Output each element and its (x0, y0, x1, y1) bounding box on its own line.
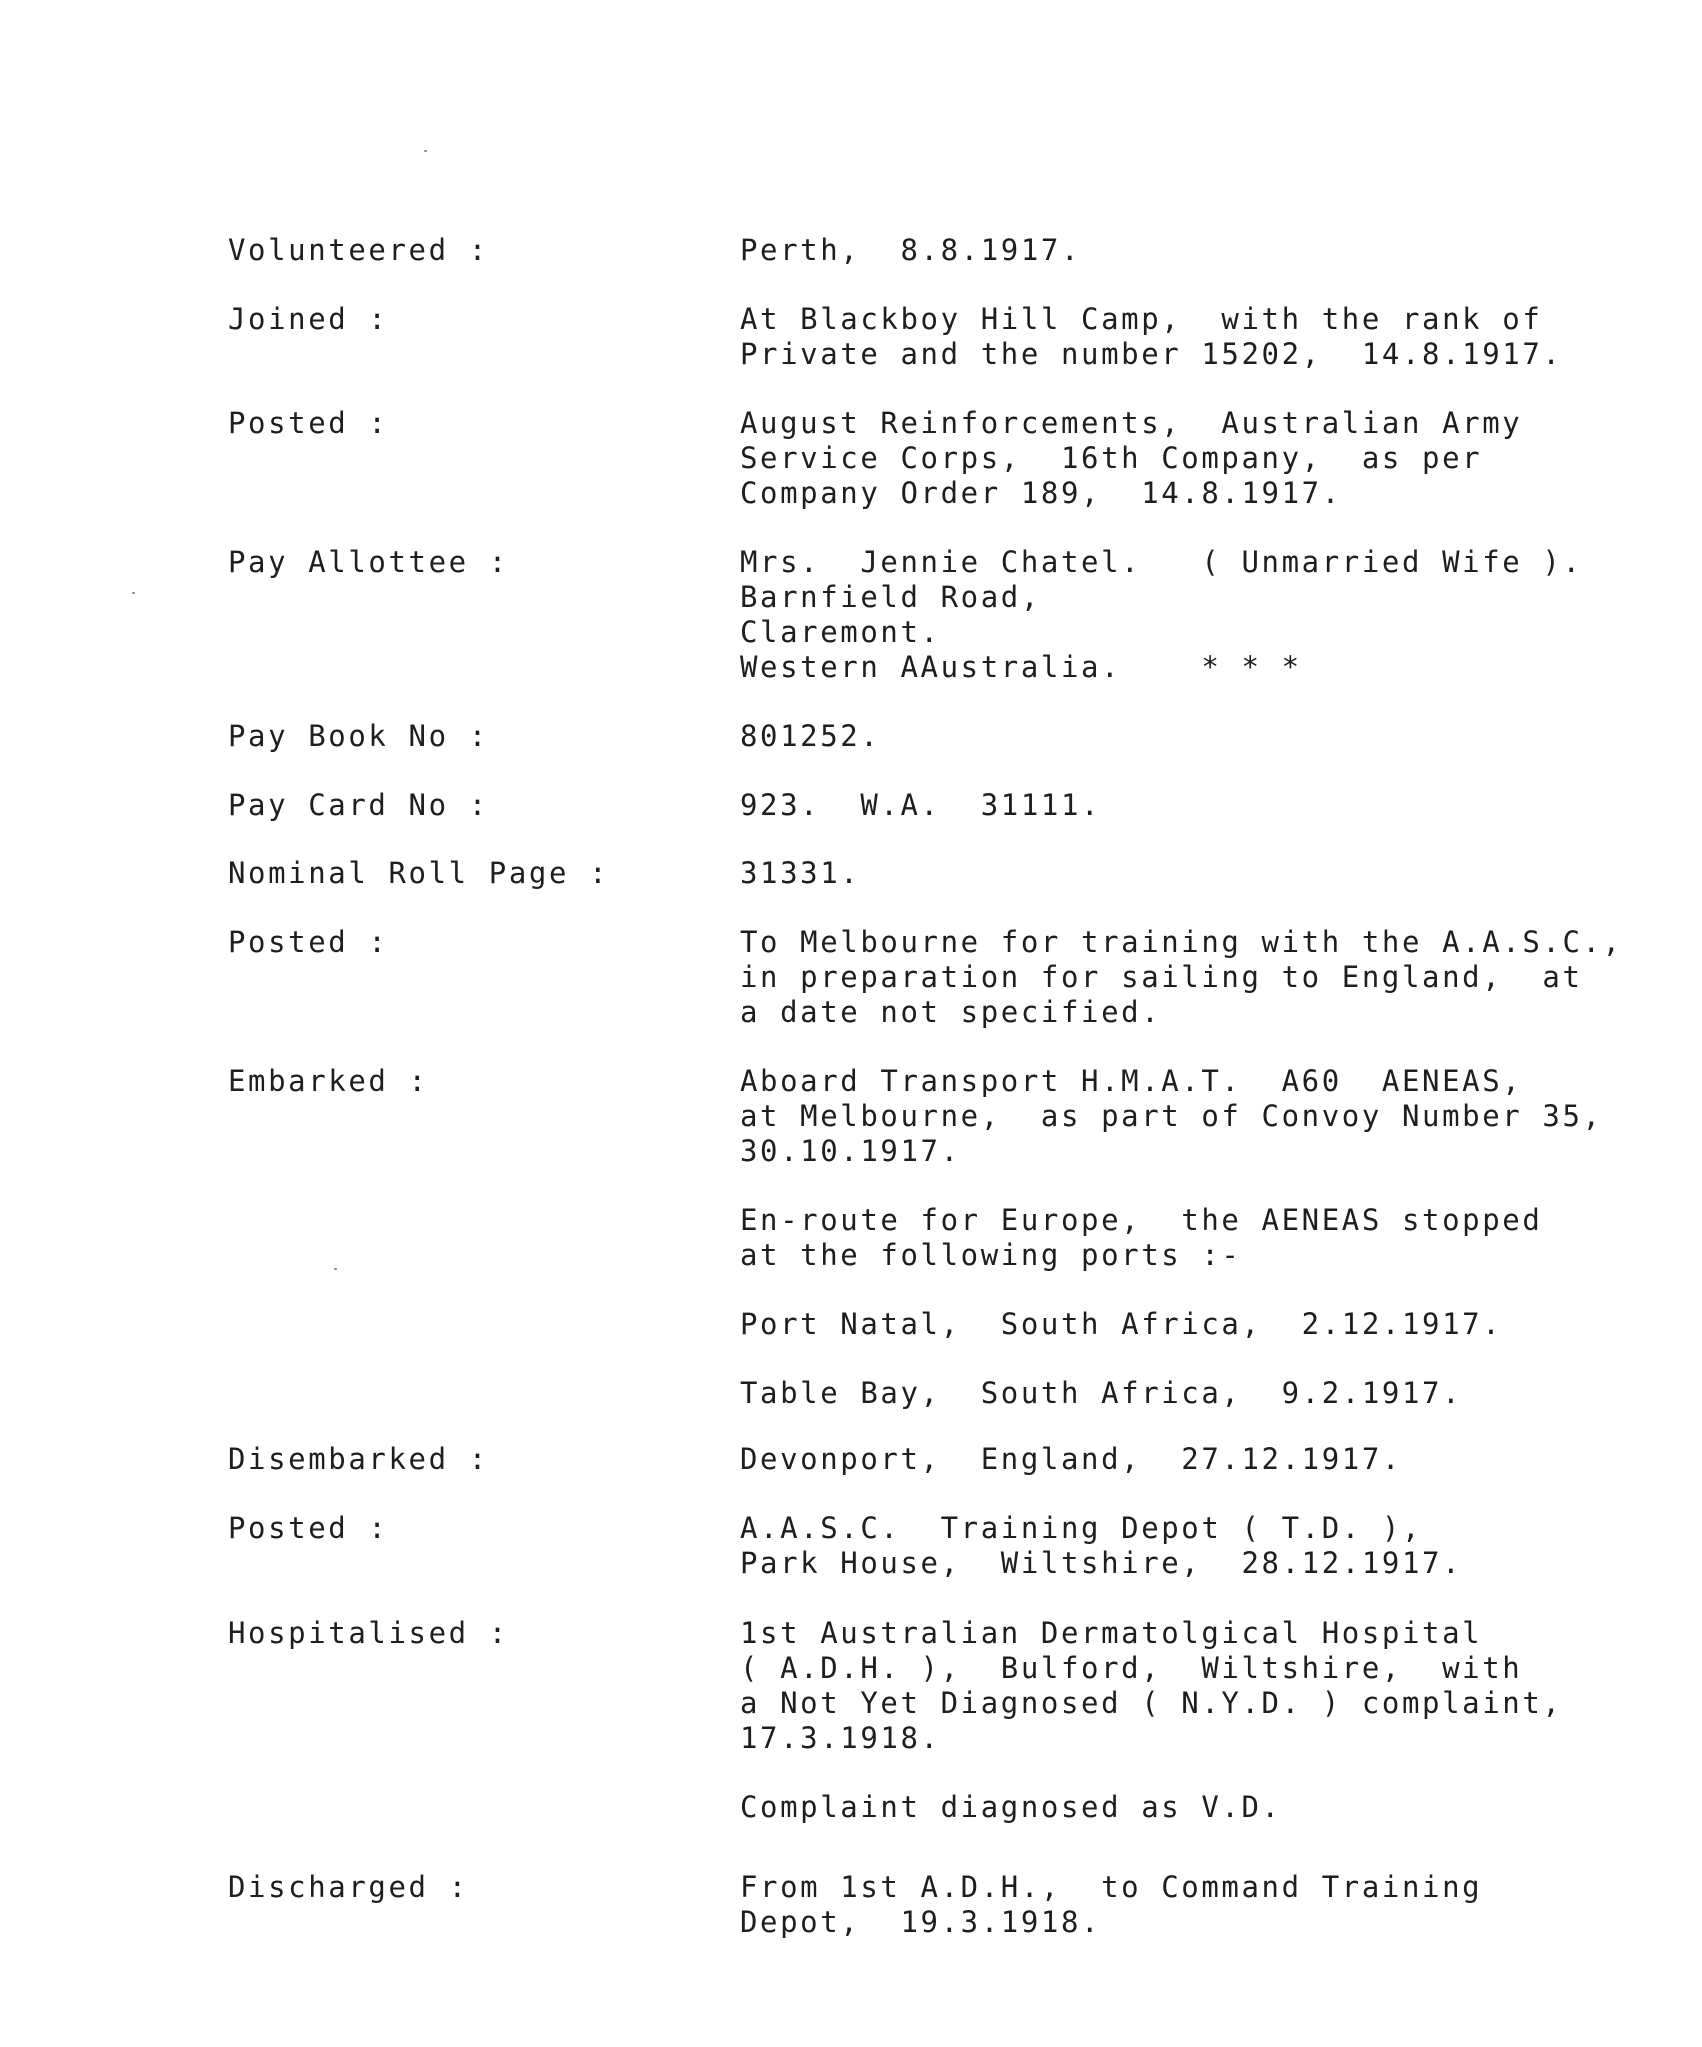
entry-text-line: a Not Yet Diagnosed ( N.Y.D. ) complaint, (740, 1686, 1563, 1720)
entry-paragraph (740, 233, 1670, 268)
entry-text-line: 30.10.1917. (740, 1134, 961, 1168)
entry-text-line: at Melbourne, as part of Convoy Number 35, (740, 1099, 1603, 1133)
entry-label: Discharged : (228, 1870, 469, 1904)
entry-text-line: August Reinforcements, Australian Army (740, 406, 1523, 440)
entry-paragraph (740, 788, 1670, 823)
entry-text-line: Claremont. (740, 615, 941, 649)
entry-value (740, 302, 1670, 372)
entry-text-line: Perth, 8.8.1917. (740, 233, 1082, 267)
entry-paragraph (740, 925, 1670, 1030)
entry-text-line: at the following ports :- (740, 1238, 1242, 1272)
entry-label: Posted : (228, 406, 389, 440)
entry-paragraph (740, 1790, 1670, 1825)
entry-label: Posted : (228, 1511, 389, 1545)
entry-value (740, 788, 1670, 823)
entry-paragraph (740, 856, 1670, 891)
entry-label: Volunteered : (228, 233, 489, 267)
entry-label: Pay Card No : (228, 788, 489, 822)
scan-speck (424, 150, 427, 152)
entry-paragraph (740, 545, 1670, 685)
entry-text-line: Company Order 189, 14.8.1917. (740, 476, 1342, 510)
entry-text-line: Mrs. Jennie Chatel. ( Unmarried Wife ). (740, 545, 1583, 579)
entry-text-line: Aboard Transport H.M.A.T. A60 AENEAS, (740, 1064, 1523, 1098)
entry-text-line: Barnfield Road, (740, 580, 1041, 614)
entry-paragraph (740, 406, 1670, 511)
entry-text-line: 801252. (740, 719, 881, 753)
entry-value (740, 406, 1670, 511)
entry-text-line: ( A.D.H. ), Bulford, Wiltshire, with (740, 1651, 1523, 1685)
entry-label: Embarked : (228, 1064, 429, 1098)
entry-value (740, 1616, 1670, 1825)
entry-text-line: a date not specified. (740, 995, 1162, 1029)
entry-text-line: 31331. (740, 856, 861, 890)
entry-label: Disembarked : (228, 1442, 489, 1476)
entry-paragraph (740, 1616, 1670, 1756)
entry-label: Hospitalised : (228, 1616, 509, 1650)
entry-paragraph (740, 1870, 1670, 1940)
entry-label: Nominal Roll Page : (228, 856, 610, 890)
entry-text-line: Private and the number 15202, 14.8.1917. (740, 337, 1563, 371)
entry-label: Joined : (228, 302, 389, 336)
entry-text-line: 923. W.A. 31111. (740, 788, 1102, 822)
entry-label: Posted : (228, 925, 389, 959)
entry-text-line: Service Corps, 16th Company, as per (740, 441, 1483, 475)
entry-text-line: Table Bay, South Africa, 9.2.1917. (740, 1376, 1463, 1410)
entry-paragraph (740, 1203, 1670, 1273)
entry-value (740, 1064, 1670, 1411)
entry-paragraph (740, 719, 1670, 754)
entry-value (740, 1870, 1670, 1940)
entry-paragraph (740, 1376, 1670, 1411)
scan-speck (334, 1268, 337, 1270)
entry-label: Pay Book No : (228, 719, 489, 753)
entry-text-line: From 1st A.D.H., to Command Training (740, 1870, 1483, 1904)
entry-text-line: 1st Australian Dermatolgical Hospital (740, 1616, 1483, 1650)
entry-value (740, 925, 1670, 1030)
entry-text-line: En-route for Europe, the AENEAS stopped (740, 1203, 1543, 1237)
scan-speck (132, 592, 135, 594)
entry-value (740, 545, 1670, 685)
entry-value (740, 856, 1670, 891)
entry-text-line: in preparation for sailing to England, at (740, 960, 1583, 994)
entry-text-line: Depot, 19.3.1918. (740, 1905, 1102, 1939)
entry-value (740, 233, 1670, 268)
entry-text-line: To Melbourne for training with the A.A.S.C., (740, 925, 1623, 959)
entry-label: Pay Allottee : (228, 545, 509, 579)
entry-value (740, 719, 1670, 754)
entry-text-line: Park House, Wiltshire, 28.12.1917. (740, 1546, 1463, 1580)
entry-value (740, 1511, 1670, 1581)
entry-text-line: Devonport, England, 27.12.1917. (740, 1442, 1402, 1476)
entry-text-line: Complaint diagnosed as V.D. (740, 1790, 1282, 1824)
entry-text-line: Port Natal, South Africa, 2.12.1917. (740, 1307, 1503, 1341)
entry-paragraph (740, 1442, 1670, 1477)
entry-text-line: At Blackboy Hill Camp, with the rank of (740, 302, 1543, 336)
entry-text-line: 17.3.1918. (740, 1721, 941, 1755)
entry-paragraph (740, 1511, 1670, 1581)
entry-paragraph (740, 1064, 1670, 1169)
entry-paragraph (740, 302, 1670, 372)
entry-text-line: A.A.S.C. Training Depot ( T.D. ), (740, 1511, 1423, 1545)
entry-text-line: Western AAustralia. * * * (740, 650, 1302, 684)
entry-paragraph (740, 1307, 1670, 1342)
entry-value (740, 1442, 1670, 1477)
